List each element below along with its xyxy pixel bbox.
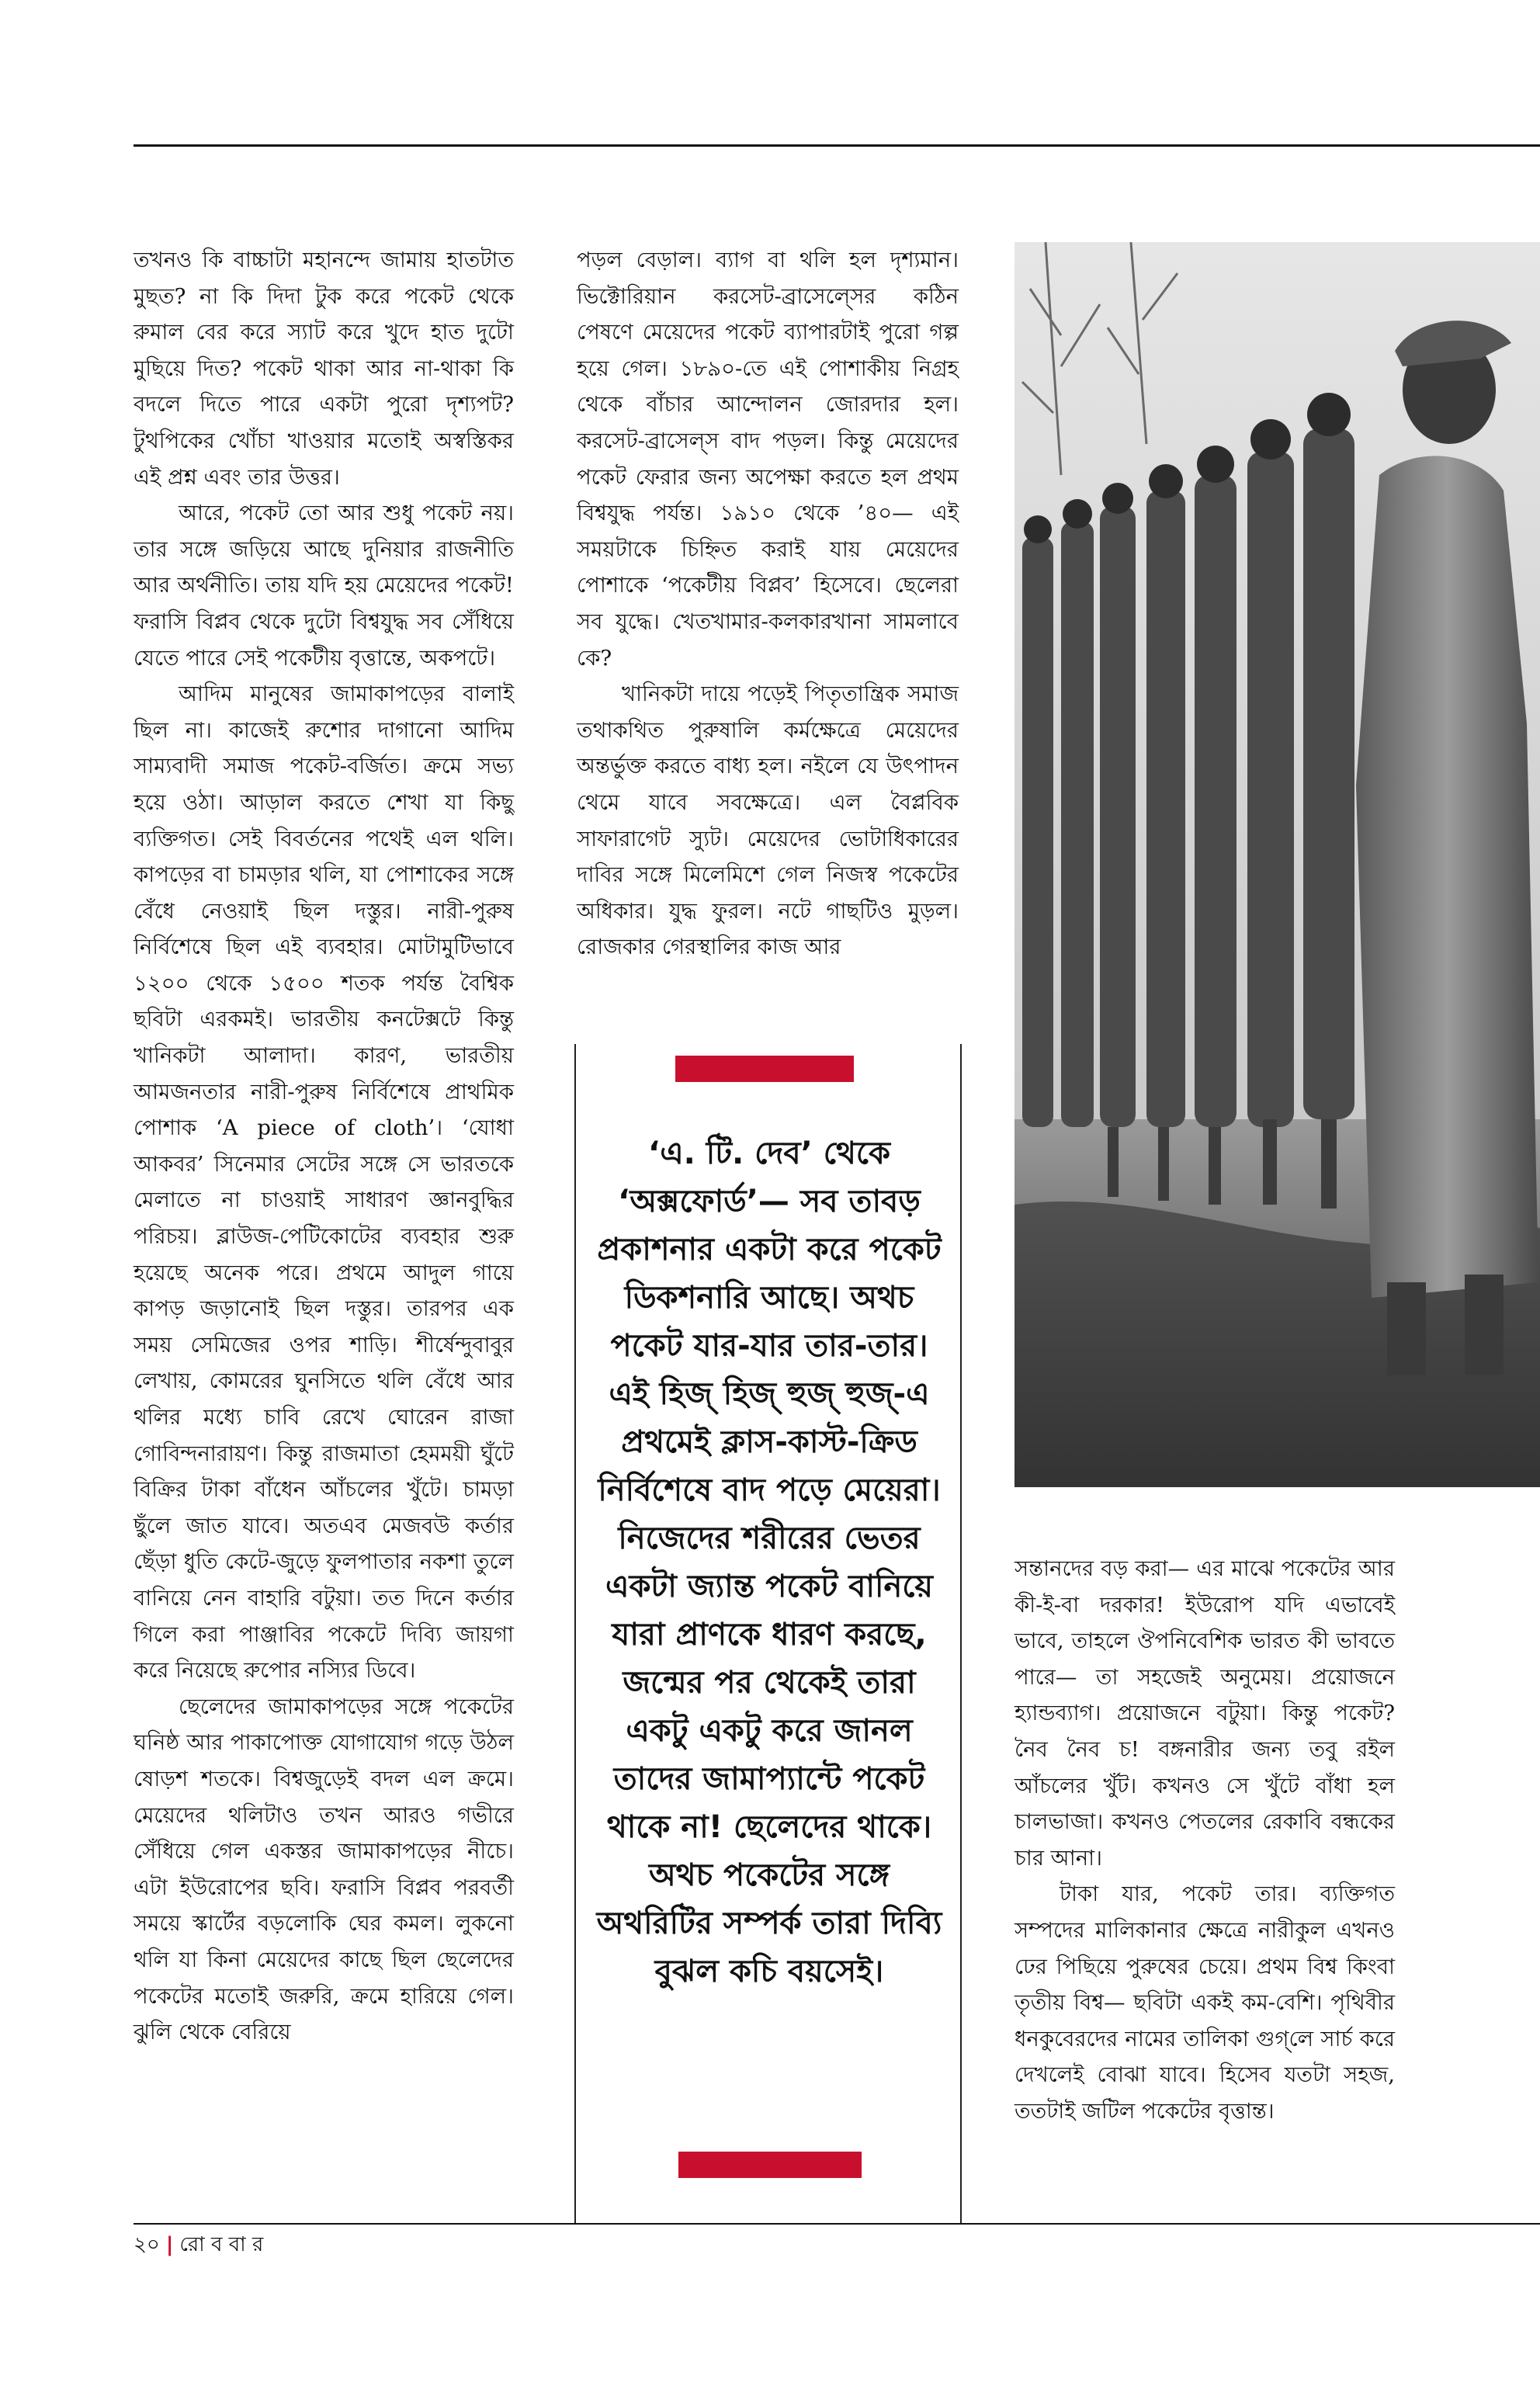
article-column-2 <box>577 242 959 966</box>
pullquote-bottom-accent-bar <box>678 2152 862 2178</box>
article-paragraph: তখনও কি বাচ্চাটা মহানন্দে জামায় হাতটাত মুছত? না কি দিদা টুক করে পকেট থেকে রুমাল বের করে স্যাট করে খুদে হাত দুটো মুছিয়ে দিত? পকেট থাকা আর না-থাকা কি বদলে দিতে পারে একটা পুরো দৃশ্যপট? টুথপিকের খোঁচা খাওয়ার মতোই অস্বস্তিকর এই প্রশ্ন এবং তার উত্তর। <box>134 248 514 490</box>
article-paragraph: সন্তানদের বড় করা— এর মাঝে পকেটের আর কী-ই-বা দরকার! ইউরোপ যদি এভাবেই ভাবে, তাহলে ঔপনিবেশিক ভারত কী ভাবতে পারে— তা সহজেই অনুমেয়। প্রয়োজনে হ্যান্ডব্যাগ। প্রয়োজনে বটুয়া। কিন্তু পকেট? নৈব নৈব চ! বঙ্গনারীর জন্য তবু রইল আঁচলের খুঁট। কখনও সে খুঁটে বাঁধা হল চালভাজা। কখনও পেতলের রেকাবি বন্ধকের চার আনা। <box>1015 1556 1395 1871</box>
section-name: রো ব বা র <box>179 2233 264 2256</box>
article-paragraph: টাকা যার, পকেট তার। ব্যক্তিগত সম্পদের মালিকানার ক্ষেত্রে নারীকুল এখনও ঢের পিছিয়ে পুরুষের চেয়ে। প্রথম বিশ্ব কিংবা তৃতীয় বিশ্ব— ছবিটা একই কম-বেশি। পৃথিবীর ধনকুবেরদের নামের তালিকা গুগ্‌লে সার্চ করে দেখলেই বোঝা যাবে। হিসেব যতটা সহজ, ততটাই জটিল পকেটের বৃত্তান্ত। <box>1015 1881 1395 2124</box>
pullquote-right-rule <box>960 1044 962 2224</box>
pullquote-left-rule <box>574 1044 576 2224</box>
article-paragraph: আরে, পকেট তো আর শুধু পকেট নয়। তার সঙ্গে জড়িয়ে আছে দুনিয়ার রাজনীতি আর অর্থনীতি। তায় যদি হয় মেয়েদের পকেট! ফরাসি বিপ্লব থেকে দুটো বিশ্বযুদ্ধ সব সেঁধিয়ে যেতে পারে সেই পকেটীয় বৃত্তান্তে, অকপটে। <box>134 501 514 671</box>
article-paragraph: পড়ল বেড়াল। ব্যাগ বা থলি হল দৃশ্যমান। ভিক্টোরিয়ান করসেট-ব্রাসেল্সের কঠিন পেষণে মেয়েদের পকেট ব্যাপারটাই পুরো গল্প হয়ে গেল। ১৮৯০-তে এই পোশাকীয় নিগ্রহ থেকে বাঁচার আন্দোলন জোরদার হল। করসেট-ব্রাসেল্স বাদ পড়ল। কিন্তু মেয়েদের পকেট ফেরার জন্য অপেক্ষা করতে হল প্রথম বিশ্বযুদ্ধ পর্যন্ত। ১৯১০ থেকে ’৪০— এই সময়টাকে চিহ্নিত করাই যায় মেয়েদের পোশাকে ‘পকেটীয় বিপ্লব’ হিসেবে। ছেলেরা সব যুদ্ধে। খেতখামার-কলকারখানা সামলাবে কে? <box>577 248 959 671</box>
bottom-rule <box>134 2223 1540 2225</box>
footer-separator: | <box>165 2233 174 2256</box>
top-rule <box>134 144 1540 147</box>
article-column-1 <box>134 242 514 2051</box>
article-paragraph: ছেলেদের জামাকাপড়ের সঙ্গে পকেটের ঘনিষ্ঠ আর পাকাপোক্ত যোগাযোগ গড়ে উঠল ষোড়শ শতকে। বিশ্বজুড়েই বদল এল ক্রমে। মেয়েদের থলিটাও তখন আরও গভীরে সেঁধিয়ে গেল একস্তর জামাকাপড়ের নীচে। এটা ইউরোপের ছবি। ফরাসি বিপ্লব পরবর্তী সময়ে স্কার্টের বড়লোকি ঘের কমল। লুকনো থলি যা কিনা মেয়েদের কাছে ছিল ছেলেদের পকেটের মতোই জরুরি, ক্রমে হারিয়ে গেল। ঝুলি থেকে বেরিয়ে <box>134 1694 514 2045</box>
article-paragraph: আদিম মানুষের জামাকাপড়ের বালাই ছিল না। কাজেই রুশোর দাগানো আদিম সাম্যবাদী সমাজ পকেট-বর্জিত। ক্রমে সভ্য হয়ে ওঠা। আড়াল করতে শেখা যা কিছু ব্যক্তিগত। সেই বিবর্তনের পথেই এল থলি। কাপড়ের বা চামড়ার থলি, যা পোশাকের সঙ্গে বেঁধে নেওয়াই ছিল দস্তুর। নারী-পুরুষ নির্বিশেষে ছিল এই ব্যবহার। মোটামুটিভাবে ১২০০ থেকে ১৫০০ শতক পর্যন্ত বৈশ্বিক ছবিটা এরকমই। ভারতীয় কনটেক্সটে কিন্তু খানিকটা আলাদা। কারণ, ভারতীয় আমজনতার নারী-পুরুষ নির্বিশেষে প্রাথমিক পোশাক ‘A piece of cloth’। ‘যোধা আকবর’ সিনেমার সেটের সঙ্গে সে ভারতকে মেলাতে না চাওয়াই সাধারণ জ্ঞানবুদ্ধির পরিচয়। ব্লাউজ-পেটিকোটের ব্যবহার শুরু হয়েছে অনেক পরে। প্রথমে আদুল গায়ে কাপড় জড়ানোই ছিল দস্তুর। তারপর এক সময় সেমিজের ওপর শাড়ি। শীর্ষেন্দুবাবুর লেখায়, কোমরের ঘুনসিতে থলি বেঁধে আর থলির মধ্যে চাবি রেখে ঘোরেন রাজা গোবিন্দনারায়ণ। কিন্তু রাজমাতা হেমময়ী ঘুঁটে বিক্রির টাকা বাঁধেন আঁচলের খুঁটে। চামড়া ছুঁলে জাত যাবে। অতএব মেজবউ কর্তার ছেঁড়া ধুতি কেটে-জুড়ে ফুলপাতার নকশা তুলে বানিয়ে নেন বাহারি বটুয়া। তত দিনে কর্তার গিলে করা পাঞ্জাবির পকেটে দিব্যি জায়গা করে নিয়েছে রুপোর নস্যির ডিবে। <box>134 681 514 1684</box>
photo-women-soldiers-parade <box>1015 242 1540 1487</box>
article-column-3 <box>1015 1551 1395 2130</box>
pullquote-top-accent-bar <box>675 1056 854 1082</box>
page-number: ২০ <box>134 2233 160 2256</box>
pull-quote: ‘এ. টি. দেব’ থেকে ‘অক্সফোর্ড’— সব তাবড় প্রকাশনার একটা করে পকেট ডিকশনারি আছে। অথচ পকেট যার-যার তার-তার। এই হিজ্ হিজ্ হুজ্ হুজ্-এ প্রথমেই ক্লাস-কাস্ট-ক্রিড নির্বিশেষে বাদ পড়ে মেয়েরা। নিজেদের শরীরের ভেতর একটা জ্যান্ত পকেট বানিয়ে যারা প্রাণকে ধারণ করছে, জন্মের পর থেকেই তারা একটু একটু করে জানল তাদের জামাপ্যান্টে পকেট থাকে না! ছেলেদের থাকে। অথচ পকেটের সঙ্গে অথরিটির সম্পর্ক তারা দিব্যি বুঝল কচি বয়সেই। <box>596 1136 942 1989</box>
page-footer <box>134 2228 263 2262</box>
article-paragraph: খানিকটা দায়ে পড়েই পিতৃতান্ত্রিক সমাজ তথাকথিত পুরুষালি কর্মক্ষেত্রে মেয়েদের অন্তর্ভুক্ত করতে বাধ্য হল। নইলে যে উৎপাদন থেমে যাবে সবক্ষেত্রে। এল বৈপ্লবিক সাফারাগেট স্যুট। মেয়েদের ভোটাধিকারের দাবির সঙ্গে মিলেমিশে গেল নিজস্ব পকেটের অধিকার। যুদ্ধ ফুরল। নটে গাছটিও মুড়ল। রোজকার গেরস্থালির কাজ আর <box>577 681 959 960</box>
